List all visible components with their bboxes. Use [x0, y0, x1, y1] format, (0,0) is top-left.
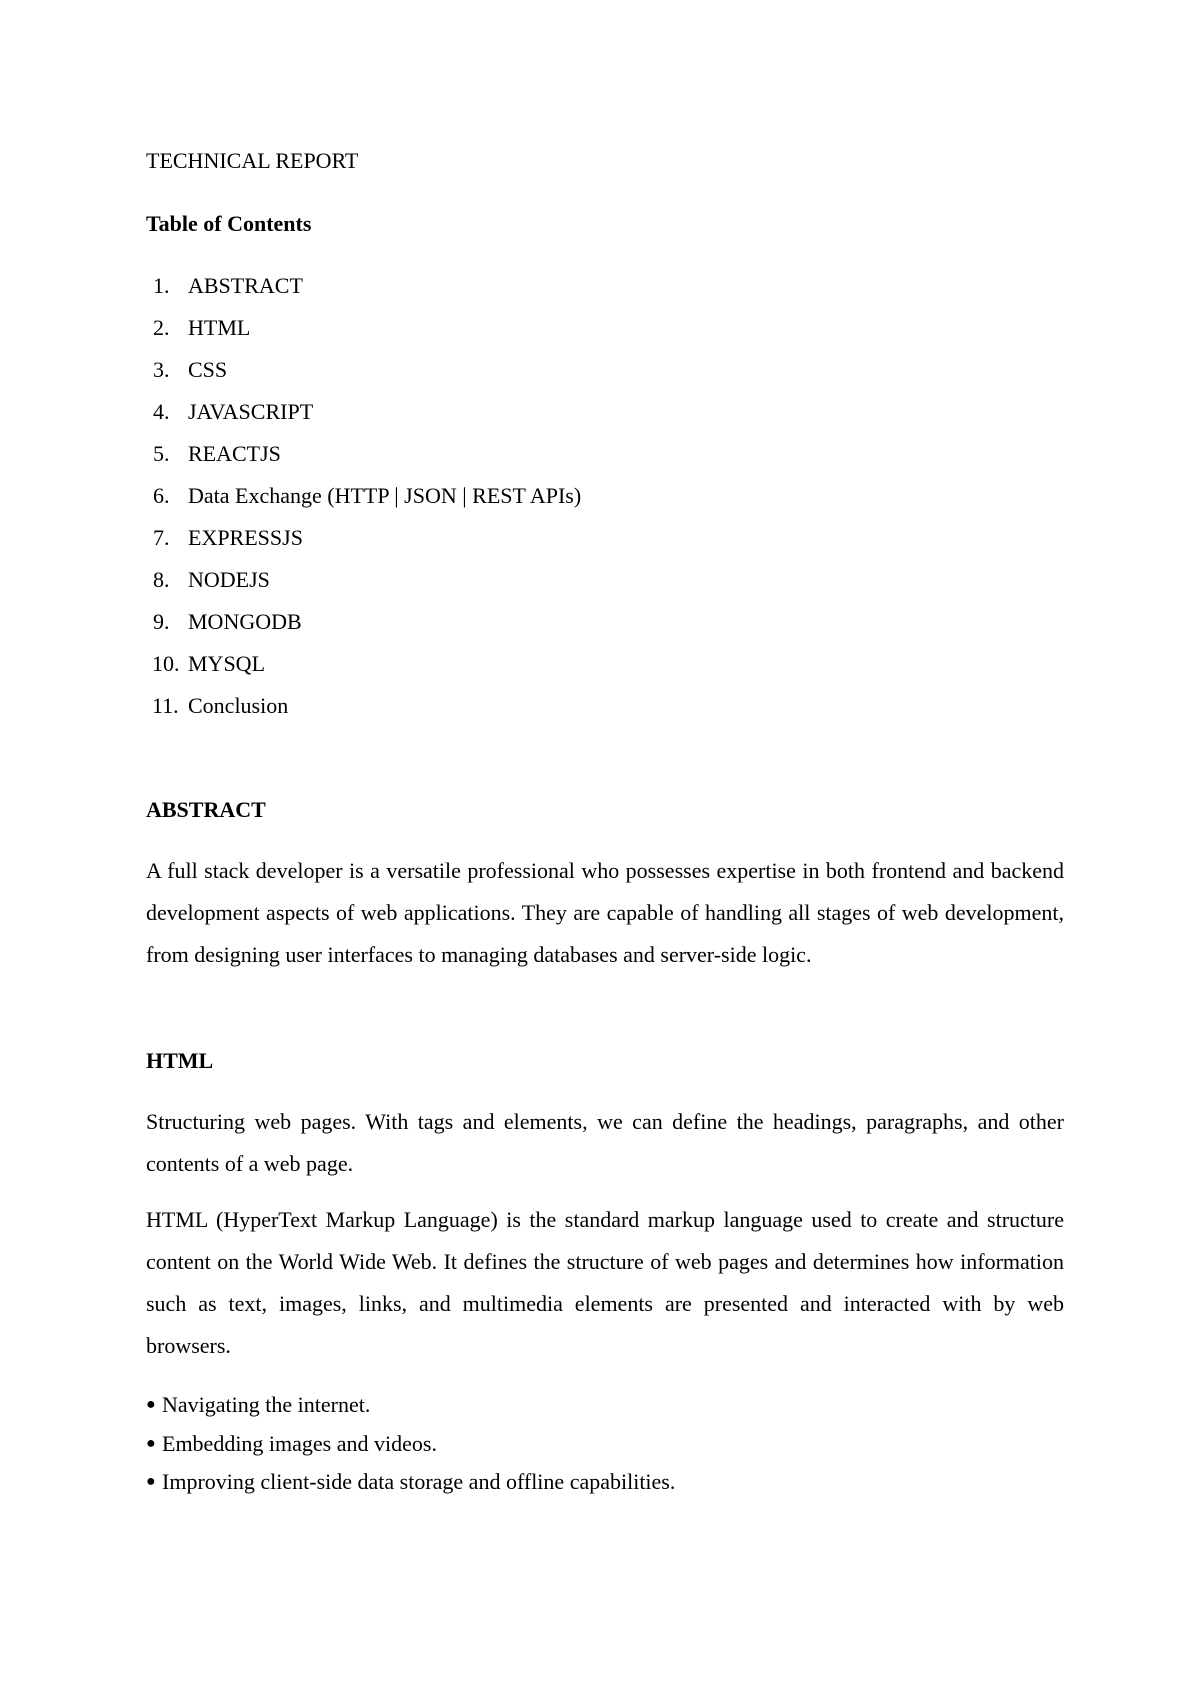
- toc-heading: Table of Contents: [146, 211, 312, 236]
- toc-item-label: EXPRESSJS: [188, 525, 303, 550]
- toc-item: [146, 313, 581, 355]
- abstract-heading: ABSTRACT: [146, 797, 266, 822]
- toc-item: [146, 355, 581, 397]
- toc-item-number: 10.: [152, 651, 180, 676]
- toc-item: [146, 397, 581, 439]
- toc-item-label: REACTJS: [188, 441, 281, 466]
- toc-item-label: MONGODB: [188, 609, 302, 634]
- bullet-icon: ●: [146, 1434, 156, 1452]
- toc-item-number: 1.: [153, 273, 170, 298]
- toc-item: [146, 271, 581, 313]
- toc-item: [146, 439, 581, 481]
- toc-item-label: Data Exchange (HTTP | JSON | REST APIs): [188, 483, 582, 508]
- html-paragraph-1: Structuring web pages. With tags and elements, we can define the headings, paragraphs, and other contents of a web page.: [146, 1109, 1064, 1176]
- html-paragraph-2: HTML (HyperText Markup Language) is the standard markup language used to create and structure content on the World Wide Web. It defines the structure of web pages and determines how information such as text, images, links, and multimedia elements are presented and interacted with by web browsers.: [146, 1207, 1064, 1358]
- toc-item-number: 6.: [153, 483, 170, 508]
- list-item: [146, 1429, 675, 1468]
- abstract-paragraph: A full stack developer is a versatile professional who possesses expertise in both frontend and backend development aspects of web applications. They are capable of handling all stages of web development, from designing user interfaces to managing databases and server-side logic.: [146, 858, 1064, 967]
- report-title: TECHNICAL REPORT: [146, 148, 359, 173]
- toc-item-label: JAVASCRIPT: [188, 399, 314, 424]
- toc-item-label: CSS: [188, 357, 228, 382]
- toc-item-label: NODEJS: [188, 567, 270, 592]
- toc-item-label: ABSTRACT: [188, 273, 303, 298]
- list-item-text: Navigating the internet.: [162, 1392, 371, 1417]
- toc-item: [146, 523, 581, 565]
- toc-item-number: 2.: [153, 315, 170, 340]
- toc-item-label: Conclusion: [188, 693, 289, 718]
- toc-item-number: 7.: [153, 525, 170, 550]
- bullet-icon: ●: [146, 1396, 156, 1413]
- toc-item-number: 11.: [152, 693, 179, 718]
- document-page: [146, 0, 1064, 1696]
- toc-item-number: 3.: [153, 357, 170, 382]
- toc-item-label: MYSQL: [188, 651, 266, 676]
- toc-item: [146, 691, 581, 733]
- toc-item-number: 9.: [153, 609, 170, 634]
- list-item: [146, 1390, 675, 1429]
- toc-list: [146, 271, 581, 733]
- list-item-text: Embedding images and videos.: [162, 1430, 437, 1456]
- bullet-icon: ●: [146, 1473, 156, 1490]
- html-heading: HTML: [146, 1048, 214, 1073]
- toc-item-number: 4.: [153, 399, 170, 424]
- toc-item-label: HTML: [188, 315, 251, 340]
- list-item: [146, 1467, 675, 1506]
- toc-item: [146, 565, 581, 607]
- toc-item-number: 5.: [153, 441, 170, 466]
- html-bullet-list: [146, 1390, 675, 1506]
- toc-item: [146, 481, 581, 523]
- toc-item: [146, 649, 581, 691]
- toc-item-number: 8.: [153, 567, 170, 592]
- toc-item: [146, 607, 581, 649]
- list-item-text: Improving client-side data storage and offline capabilities.: [162, 1469, 676, 1494]
